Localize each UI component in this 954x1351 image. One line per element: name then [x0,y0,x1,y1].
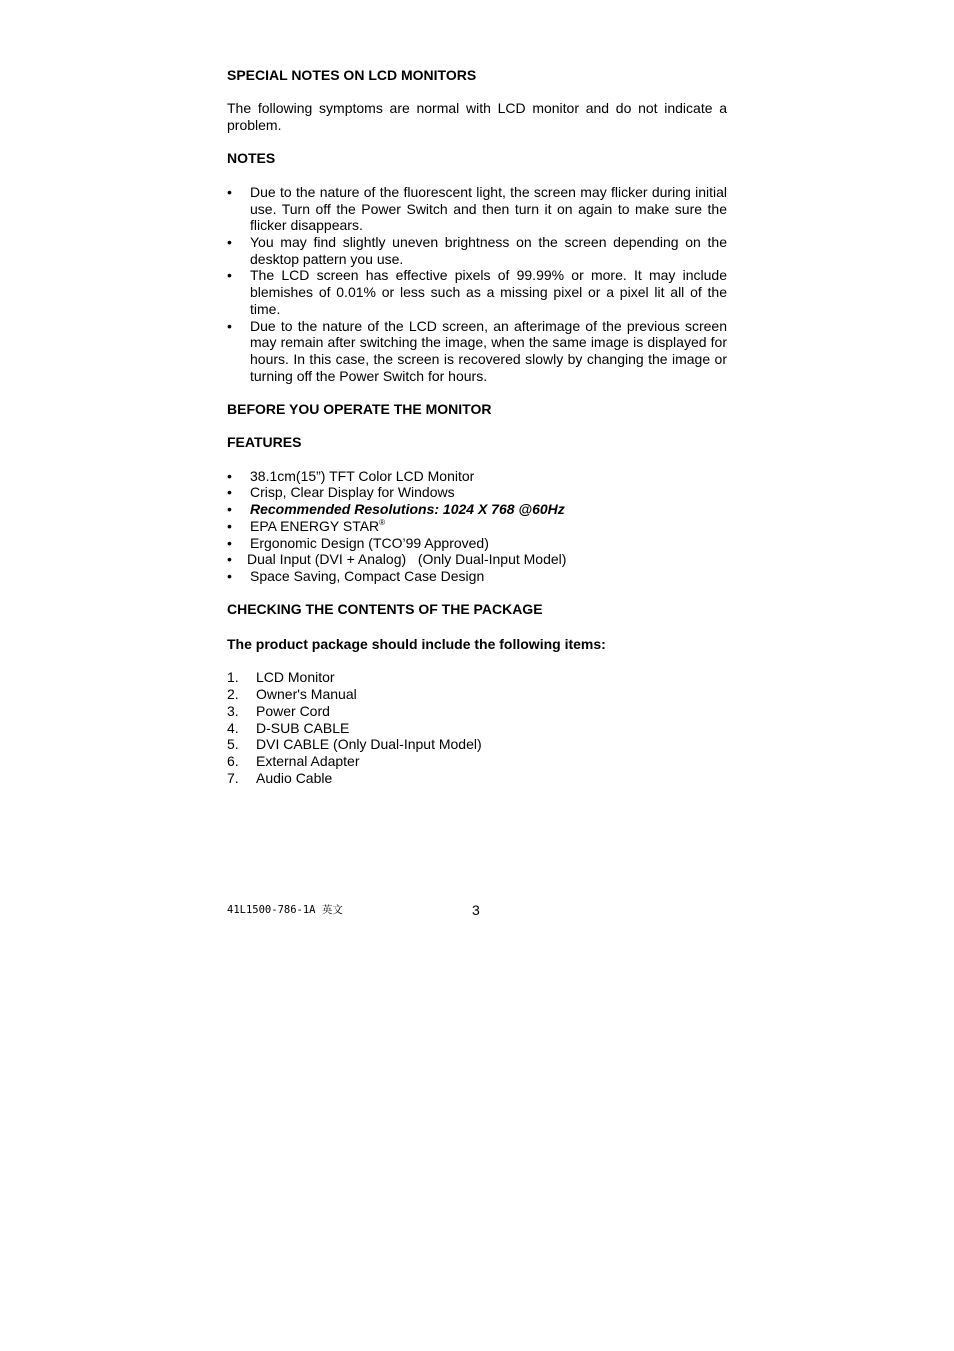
item-number: 4. [227,719,239,736]
notes-title: NOTES [227,150,276,167]
section-title-before-operate: BEFORE YOU OPERATE THE MONITOR [227,401,492,417]
list-item [227,518,727,535]
package-title: CHECKING THE CONTENTS OF THE PACKAGE [227,601,543,618]
item-number: 6. [227,753,239,769]
item-label: Audio Cable [256,769,333,786]
document-page [227,67,727,786]
list-item [227,501,727,518]
intro-paragraph: The following symptoms are normal with LCD monitor and do not indicate a problem. [227,100,727,134]
features-list [227,468,727,585]
page-number: 3 [472,902,480,918]
item-label: Owner's Manual [256,686,357,703]
package-subtitle: The product package should include the following items: [227,636,606,653]
list-item: • 38.1cm(15”) TFT Color LCD Monitor [227,468,727,485]
list-item [227,770,727,787]
item-label: D-SUB CABLE [256,719,350,736]
item-label: Power Cord [256,702,330,719]
item-label: LCD Monitor [256,669,335,686]
item-number: 1. [227,669,239,686]
energy-star-text: EPA ENERGY STAR [250,517,380,534]
list-item [227,686,727,703]
section-title-special-notes: SPECIAL NOTES ON LCD MONITORS [227,67,477,83]
features-title: FEATURES [227,434,302,451]
list-item: • The LCD screen has effective pixels of 99.99% or more. It may include blemishes of 0.01% or less such as a missing pixel or a pixel lit all of the time. [227,267,727,317]
item-number: 7. [227,769,239,786]
recommended-resolution-text: Recommended Resolutions: 1024 X 768 @60Hz [250,501,565,518]
list-item: • Crisp, Clear Display for Windows [227,484,727,501]
item-number: 2. [227,686,239,703]
list-item [227,736,727,753]
list-item: • You may find slightly uneven brightness on the screen depending on the desktop pattern you use. [227,234,727,267]
item-number: 5. [227,736,239,753]
list-item: • Due to the nature of the LCD screen, an afterimage of the previous screen may remain after switching the image, when the same image is displayed for hours. In this case, the screen is recovered slowly by changing the image or turning off the Power Switch for hours. [227,318,727,385]
list-item: • Dual Input (DVI + Analog) (Only Dual-Input Model) [227,551,727,568]
list-item [227,720,727,737]
list-item: • Due to the nature of the fluorescent light, the screen may flicker during initial use. Turn off the Power Switch and then turn it on again to make sure the flicker disappears. [227,184,727,234]
notes-list [227,184,727,384]
list-item [227,669,727,686]
list-item: • Space Saving, Compact Case Design [227,568,727,585]
item-number: 3. [227,702,239,719]
list-item [227,753,727,770]
package-items-list [227,669,727,786]
document-code: 41L1500-786-1A 英文 [227,904,343,916]
item-label: External Adapter [256,753,360,769]
item-label: DVI CABLE (Only Dual-Input Model) [256,736,482,753]
registered-mark: ® [379,517,386,527]
list-item [227,703,727,720]
list-item: • Ergonomic Design (TCO’99 Approved) [227,535,727,552]
